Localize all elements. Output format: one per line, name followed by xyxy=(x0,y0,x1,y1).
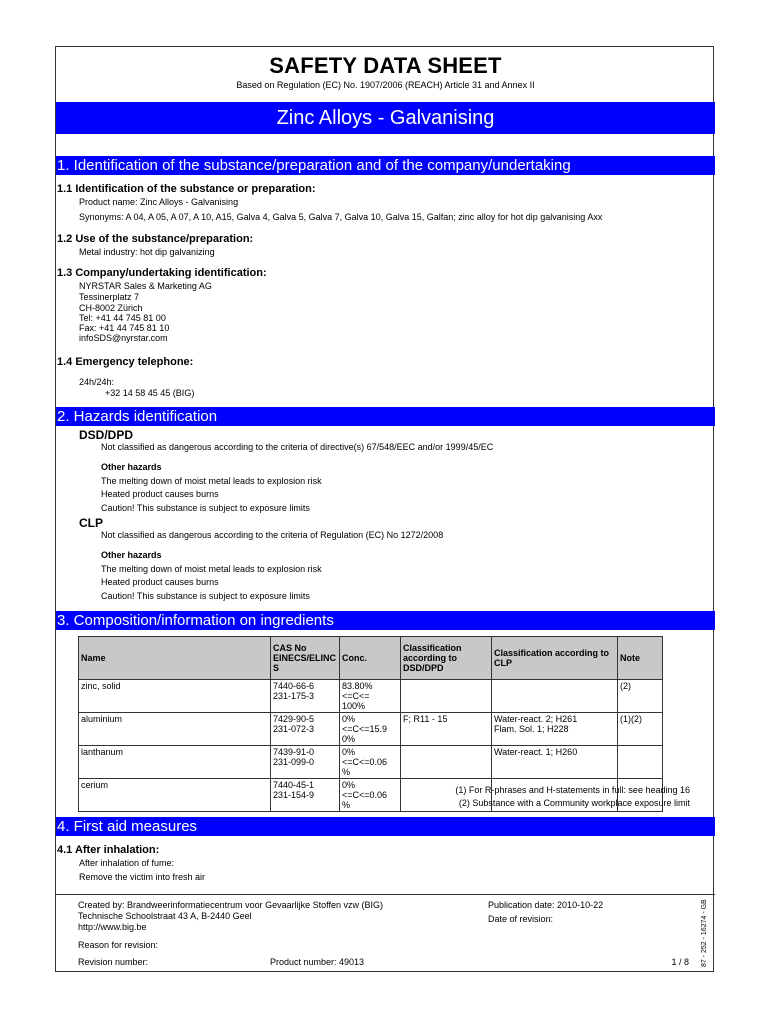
cell-note: (2) xyxy=(618,680,663,713)
product-name-banner: Zinc Alloys - Galvanising xyxy=(56,102,715,134)
clp-hazard-3: Caution! This substance is subject to exposure limits xyxy=(101,591,310,601)
inhalation-line-1: After inhalation of fume: xyxy=(79,858,175,868)
cell-conc: 0%<=C<=15.9 0% xyxy=(340,713,401,746)
cell-name: lanthanum xyxy=(79,746,271,779)
clp-hazard-2: Heated product causes burns xyxy=(101,577,219,587)
cell-cas: 7440-66-6 231-175-3 xyxy=(271,680,340,713)
section-1-2-title: 1.2 Use of the substance/preparation: xyxy=(57,233,254,245)
cell-cas: 7429-90-5 231-072-3 xyxy=(271,713,340,746)
column-header-conc: Conc. xyxy=(340,637,401,680)
cell-conc: 0%<=C<=0.06 % xyxy=(340,779,401,812)
footer-publication-date: Publication date: 2010-10-22 xyxy=(488,900,604,910)
emergency-phone: +32 14 58 45 45 (BIG) xyxy=(105,388,195,398)
cell-cas: 7440-45-1 231-154-9 xyxy=(271,779,340,812)
document-title: SAFETY DATA SHEET xyxy=(269,53,502,78)
section-2-heading: 2. Hazards identification xyxy=(56,407,715,426)
emergency-hours: 24h/24h: xyxy=(79,377,115,387)
clp-title: CLP xyxy=(79,516,103,530)
company-fax: Fax: +41 44 745 81 10 xyxy=(79,323,170,333)
section-4-heading: 4. First aid measures xyxy=(56,817,715,836)
cell-note: (1)(2) xyxy=(618,713,663,746)
section-1-3-title: 1.3 Company/undertaking identification: xyxy=(57,267,267,279)
cell-clp: Water-react. 1; H260 xyxy=(492,746,618,779)
footer-revision-date: Date of revision: xyxy=(488,914,554,924)
inhalation-line-2: Remove the victim into fresh air xyxy=(79,872,206,882)
cell-dsd xyxy=(401,680,492,713)
table-row xyxy=(79,680,663,713)
section-1-4-title: 1.4 Emergency telephone: xyxy=(57,356,194,368)
section-1-heading: 1. Identification of the substance/preparation and of the company/undertaking xyxy=(56,156,715,175)
dsd-hazard-1: The melting down of moist metal leads to explosion risk xyxy=(101,476,322,486)
dsd-title: DSD/DPD xyxy=(79,428,134,442)
company-email: infoSDS@nyrstar.com xyxy=(79,333,168,343)
company-street: Tessinerplatz 7 xyxy=(79,292,140,302)
column-header-clp: Classification according to CLP xyxy=(492,637,618,680)
document-subtitle: Based on Regulation (EC) No. 1907/2006 (REACH) Article 31 and Annex II xyxy=(236,80,535,90)
footer-divider xyxy=(56,894,715,895)
dsd-text: Not classified as dangerous according to the criteria of directive(s) 67/548/EEC and/or 1999/45/EC xyxy=(101,442,494,452)
use-line: Metal industry: hot dip galvanizing xyxy=(79,247,215,257)
cell-name: cerium xyxy=(79,779,271,812)
cell-name: aluminium xyxy=(79,713,271,746)
synonyms-line: Synonyms: A 04, A 05, A 07, A 10, A15, Galva 4, Galva 5, Galva 7, Galva 10, Galva 15, Galfan; zinc alloy for hot dip galvanising Axx xyxy=(79,212,603,222)
column-header-dsd: Classification according to DSD/DPD xyxy=(401,637,492,680)
dsd-hazard-3: Caution! This substance is subject to exposure limits xyxy=(101,503,310,513)
column-header-name: Name xyxy=(79,637,271,680)
section-4-1-title: 4.1 After inhalation: xyxy=(57,844,160,856)
cell-conc: 0%<=C<=0.06 % xyxy=(340,746,401,779)
company-tel: Tel: +41 44 745 81 00 xyxy=(79,313,166,323)
product-name-line: Product name: Zinc Alloys - Galvanising xyxy=(79,197,239,207)
clp-text: Not classified as dangerous according to the criteria of Regulation (EC) No 1272/2008 xyxy=(101,530,444,540)
footer-address: Technische Schoolstraat 43 A, B-2440 Geel xyxy=(78,911,252,921)
cell-dsd xyxy=(401,746,492,779)
document-page xyxy=(55,46,714,972)
cell-note xyxy=(618,746,663,779)
cell-clp: Water-react. 2; H261 Flam. Sol. 1; H228 xyxy=(492,713,618,746)
table-footnote-1: (1) For R-phrases and H-statements in full: see heading 16 xyxy=(455,785,690,795)
footer-page-number: 1 / 8 xyxy=(671,957,689,967)
company-name: NYRSTAR Sales & Marketing AG xyxy=(79,281,212,291)
cell-clp xyxy=(492,680,618,713)
clp-hazard-1: The melting down of moist metal leads to explosion risk xyxy=(101,564,322,574)
cell-conc: 83.80%<=C<= 100% xyxy=(340,680,401,713)
cell-dsd: F; R11 - 15 xyxy=(401,713,492,746)
table-row xyxy=(79,713,663,746)
column-header-note: Note xyxy=(618,637,663,680)
clp-other-hazards-title: Other hazards xyxy=(101,550,162,560)
footer-product-number: Product number: 49013 xyxy=(270,957,365,967)
section-1-1-title: 1.1 Identification of the substance or preparation: xyxy=(57,183,316,195)
footer-revision-number: Revision number: xyxy=(78,957,149,967)
cell-name: zinc, solid xyxy=(79,680,271,713)
footer-url[interactable]: http://www.big.be xyxy=(78,922,147,932)
company-city: CH-8002 Zürich xyxy=(79,303,143,313)
section-3-heading: 3. Composition/information on ingredients xyxy=(56,611,715,630)
table-footnote-2: (2) Substance with a Community workplace exposure limit xyxy=(458,798,690,808)
footer-created-by: Created by: Brandweerinformatiecentrum voor Gevaarlijke Stoffen vzw (BIG) xyxy=(78,900,383,910)
footer-reason: Reason for revision: xyxy=(78,940,159,950)
dsd-hazard-2: Heated product causes burns xyxy=(101,489,219,499)
dsd-other-hazards-title: Other hazards xyxy=(101,462,162,472)
table-row xyxy=(79,746,663,779)
column-header-cas: CAS No EINECS/ELINC S xyxy=(271,637,340,680)
table-header-row xyxy=(79,637,663,680)
cell-cas: 7439-91-0 231-099-0 xyxy=(271,746,340,779)
footer-document-code: 87 - 252 - 16274 - GB xyxy=(701,899,708,967)
